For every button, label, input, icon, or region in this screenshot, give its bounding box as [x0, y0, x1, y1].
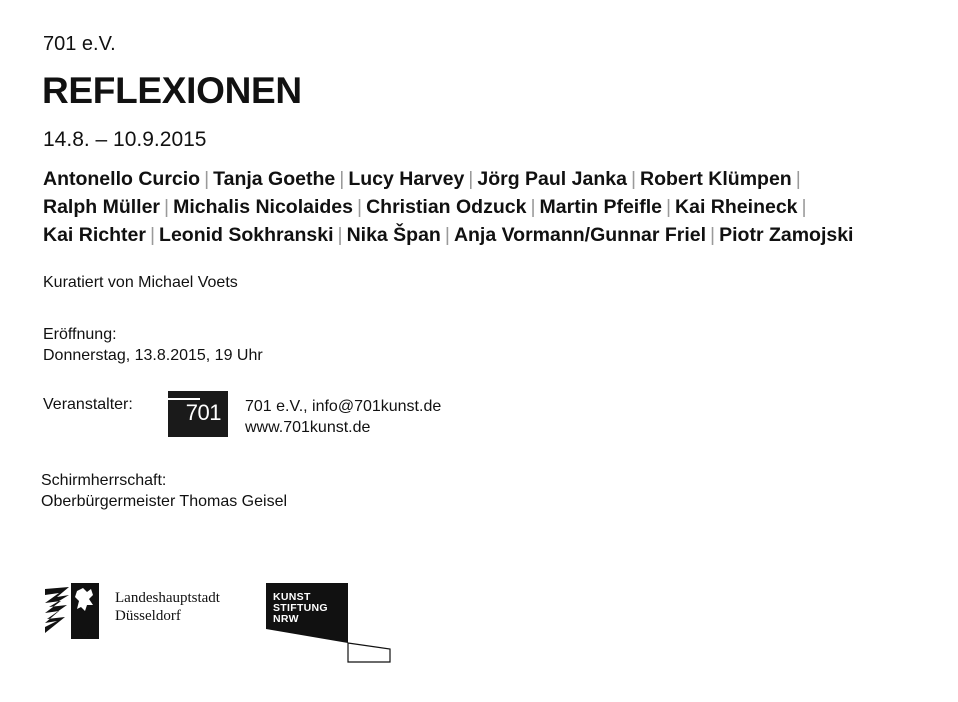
organizer-contact [245, 396, 441, 438]
artist-name: Piotr Zamojski [719, 224, 854, 246]
artist-name: Michalis Nicolaides [173, 196, 353, 218]
opening-datetime: Donnerstag, 13.8.2015, 19 Uhr [43, 347, 263, 364]
exhibition-title: REFLEXIONEN [42, 70, 302, 111]
artist-name: Nika Špan [346, 224, 441, 246]
artist-name: Christian Odzuck [366, 196, 527, 218]
organizer-email-line[interactable]: 701 e.V., info@701kunst.de [245, 398, 442, 415]
artist-separator: | [149, 224, 156, 246]
kunststiftung-wordmark [273, 592, 328, 625]
artist-line [43, 193, 943, 221]
patronage-label: Schirmherrschaft: [41, 472, 167, 489]
artist-separator: | [444, 224, 450, 246]
artist-line [43, 221, 943, 249]
kunststiftung-line3: NRW [273, 613, 299, 625]
artist-separator: | [204, 168, 210, 190]
artist-name: Jörg Paul Janka [477, 168, 627, 190]
opening-label: Eröffnung: [43, 326, 117, 343]
artist-separator: | [665, 196, 672, 218]
artist-separator: | [530, 196, 536, 218]
artist-list [43, 165, 943, 249]
artist-name: Leonid Sokhranski [159, 224, 334, 246]
artist-name: Robert Klümpen [640, 168, 792, 190]
organization-name: 701 e.V. [43, 33, 116, 55]
artist-separator: | [357, 196, 363, 218]
duesseldorf-wordmark [115, 589, 220, 625]
artist-name: Ralph Müller [43, 196, 161, 218]
artist-separator: | [710, 224, 716, 246]
artist-separator: | [337, 224, 343, 246]
exhibition-dates: 14.8. – 10.9.2015 [43, 128, 207, 151]
artist-name: Kai Richter [43, 224, 146, 246]
artist-name: Martin Pfeifle [539, 196, 662, 218]
artist-separator: | [801, 196, 807, 218]
kunststiftung-line1: KUNST [273, 591, 311, 603]
logo-text: 701 [185, 400, 221, 425]
patronage-info [41, 470, 287, 512]
opening-info [43, 324, 263, 366]
artist-name: Antonello Curcio [43, 168, 201, 190]
701-logo [168, 391, 228, 437]
artist-separator: | [164, 196, 170, 218]
duesseldorf-line1: Landeshauptstadt [115, 590, 220, 606]
artist-separator: | [630, 168, 637, 190]
artist-separator: | [468, 168, 474, 190]
organizer-label: Veranstalter: [43, 396, 133, 413]
artist-name: Anja Vormann/Gunnar Friel [453, 224, 707, 246]
organizer-website-link[interactable]: www.701kunst.de [245, 419, 371, 436]
artist-name: Tanja Goethe [213, 168, 336, 190]
curator-credit: Kuratiert von Michael Voets [43, 274, 238, 291]
kunststiftung-line2: STIFTUNG [273, 602, 328, 614]
artist-separator: | [339, 168, 345, 190]
artist-name: Lucy Harvey [348, 168, 465, 190]
artist-separator: | [795, 168, 801, 190]
duesseldorf-emblem-icon [43, 583, 99, 639]
artist-line [43, 165, 943, 193]
patron-name: Oberbürgermeister Thomas Geisel [41, 493, 288, 510]
duesseldorf-line2: Düsseldorf [115, 608, 181, 624]
artist-name: Kai Rheineck [675, 196, 798, 218]
